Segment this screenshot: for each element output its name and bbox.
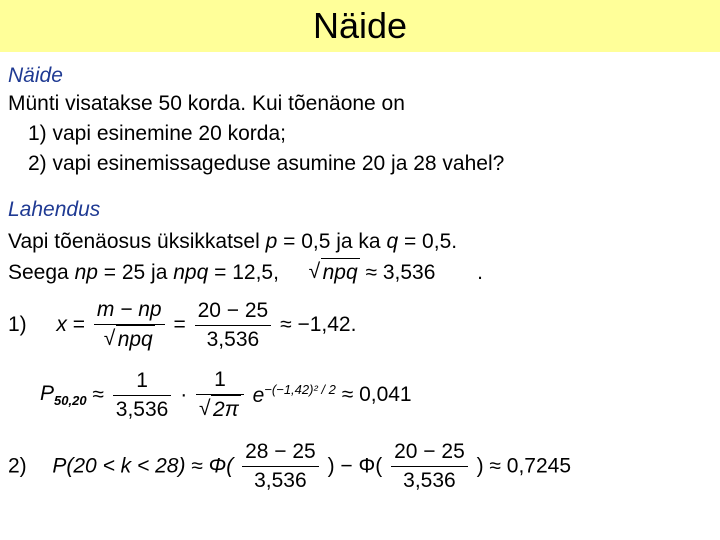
formula-2-frac2: 1 √ 2π [196,366,244,424]
solution-label: Lahendus [8,198,101,221]
symbol-q: q [386,230,399,253]
mean-text-3: = 12,5, [208,261,279,284]
symbol-np: np [74,261,98,284]
mean-variance-line [8,258,483,287]
formula-3-frac1: $\frac{28 - 25}{3,536}$ [242,438,319,495]
formula-2-result: ≈ 0,041 [341,383,412,406]
probability-line [8,228,457,256]
sqrt-approx: ≈ 3,536 [365,261,436,284]
problem-item-2: 2) vapi esinemissageduse asumine 20 ja 28 vahel? [28,152,505,175]
sqrt-npq: √ npq [309,258,360,287]
mean-text-2: = 25 ja [97,261,174,284]
formula-2-exp: $e^{-(-1,42)^2 / 2}$ [252,382,336,407]
formula-3-frac2: $\frac{20 - 25}{3,536}$ [391,438,468,495]
formula-1-frac1: m − np √ npq [94,296,165,354]
formula-1 [8,296,356,354]
formula-3-result: ) ≈ 0,7245 [476,454,572,478]
probability-text-1: Vapi tõenäosus üksikkatsel [8,230,266,253]
formula-1-frac2: $\frac{20 - 25}{3,536}$ [195,297,272,354]
formula-1-eq2: = [173,313,186,336]
formula-2-frac1: $\frac{1}{3,536}$ [113,367,172,424]
symbol-p: p [265,230,278,253]
symbol-npq: npq [173,261,209,284]
problem-statement: Münti visatakse 50 korda. Kui tõenäone on [8,92,405,115]
formula-3-mid: ) − Φ( [327,454,383,478]
formula-1-result: ≈ −1,42. [280,313,357,336]
trailing-dot: . [477,261,483,284]
example-label: Näide [8,64,63,87]
formula-3 [8,438,571,495]
probability-text-2: = 0,5 ja ka [277,230,387,253]
mean-text-1: Seega [8,261,75,284]
problem-item-1: 1) vapi esinemine 20 korda; [28,122,286,145]
formula-2-dot: · [180,383,188,406]
slide-title: Näide [0,0,720,52]
formula-2-P: $P_{50,20}$ [40,381,87,409]
formula-3-prob: P(20 < k < 28) ≈ Φ( [52,454,234,478]
formula-2-approx: ≈ [92,383,104,406]
probability-text-3: = 0,5. [398,230,458,253]
formula-3-label: 2) [8,454,27,478]
formula-1-label: 1) [8,313,27,336]
formula-1-eq: = [72,313,85,336]
formula-2 [40,366,412,424]
formula-1-x: x [56,313,67,336]
